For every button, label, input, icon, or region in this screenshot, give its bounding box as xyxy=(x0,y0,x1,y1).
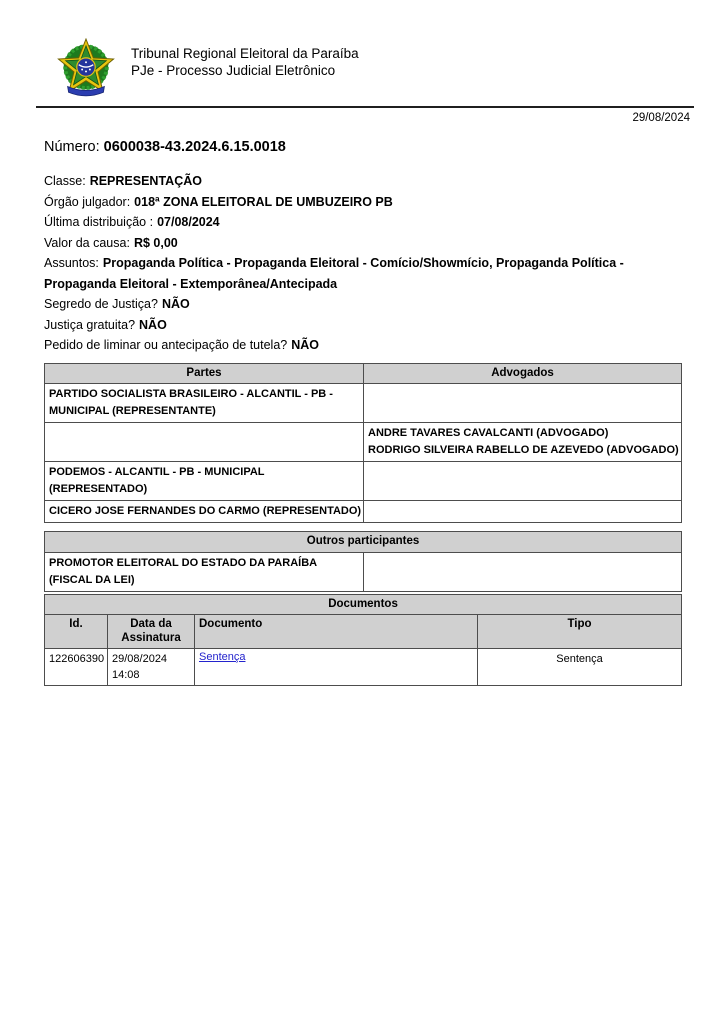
info-pedido-liminar: Pedido de liminar ou antecipação de tutela? NÃO xyxy=(44,338,320,352)
table-row xyxy=(45,501,682,523)
parte-cell: CICERO JOSE FERNANDES DO CARMO (REPRESENTADO) xyxy=(45,501,364,523)
table-header-row xyxy=(45,532,682,553)
advogados-cell xyxy=(364,384,682,423)
id-column-header: Id. xyxy=(45,615,108,649)
table-columns-row xyxy=(45,615,682,649)
advogados-cell xyxy=(364,462,682,501)
info-orgao-julgador: Órgão julgador: 018ª ZONA ELEITORAL DE UMBUZEIRO PB xyxy=(44,194,393,209)
case-number-line xyxy=(44,138,724,156)
table-row xyxy=(45,462,682,501)
info-valor-causa: Valor da causa: R$ 0,00 xyxy=(44,235,178,250)
brazil-coat-of-arms-icon xyxy=(55,38,117,102)
outros-participantes-table xyxy=(44,531,682,592)
data-assinatura-cell: 29/08/2024 14:08 xyxy=(108,649,195,686)
documento-id-cell: 122606390 xyxy=(45,649,108,686)
page-header xyxy=(0,0,724,102)
table-header-row xyxy=(45,363,682,384)
org-name-line1: Tribunal Regional Eleitoral da Paraíba xyxy=(131,46,359,61)
org-title-block xyxy=(117,38,359,79)
documento-column-header: Documento xyxy=(195,615,478,649)
case-number-value: 0600038-43.2024.6.15.0018 xyxy=(103,139,286,155)
outros-participantes-header: Outros participantes xyxy=(45,532,682,553)
partes-advogados-table xyxy=(44,363,682,524)
info-segredo-justica: Segredo de Justiça? NÃO xyxy=(44,297,190,311)
participante-cell: PROMOTOR ELEITORAL DO ESTADO DA PARAÍBA (FISCAL DA LEI) xyxy=(45,552,364,591)
tipo-column-header: Tipo xyxy=(478,615,682,649)
header-divider xyxy=(36,106,694,108)
info-justica-gratuita: Justiça gratuita? NÃO xyxy=(44,317,167,332)
parte-cell: PODEMOS - ALCANTIL - PB - MUNICIPAL (REPRESENTADO) xyxy=(45,462,364,501)
advogados-cell xyxy=(364,501,682,523)
documento-cell xyxy=(195,649,478,686)
table-row xyxy=(45,649,682,686)
info-assuntos: Assuntos: Propaganda Política - Propaganda Eleitoral - Comício/Showmício, Propaganda Política - Propaganda Eleitoral - Extemporânea/Antecipada xyxy=(44,256,624,291)
advogados-cell: ANDRE TAVARES CAVALCANTI (ADVOGADO) RODRIGO SILVEIRA RABELLO DE AZEVEDO (ADVOGADO) xyxy=(364,423,682,462)
partes-column-header: Partes xyxy=(45,363,364,384)
documentos-table xyxy=(44,594,682,687)
data-assinatura-column-header: Data da Assinatura xyxy=(108,615,195,649)
table-row xyxy=(45,552,682,591)
documentos-title-header: Documentos xyxy=(45,594,682,615)
table-row xyxy=(45,384,682,423)
document-date: 29/08/2024 xyxy=(632,112,690,124)
table-header-row xyxy=(45,594,682,615)
parte-cell: PARTIDO SOCIALISTA BRASILEIRO - ALCANTIL - PB - MUNICIPAL (REPRESENTANTE) xyxy=(45,384,364,423)
info-ultima-distribuicao: Última distribuição : 07/08/2024 xyxy=(44,215,220,229)
advogados-cell xyxy=(364,552,682,591)
table-row xyxy=(45,423,682,462)
parte-cell xyxy=(45,423,364,462)
sentenca-document-link[interactable]: Sentença xyxy=(199,651,246,663)
case-number-label: Número: xyxy=(44,139,100,155)
advogados-column-header: Advogados xyxy=(364,363,682,384)
case-info-block xyxy=(44,171,684,356)
tipo-cell: Sentença xyxy=(478,649,682,686)
org-name-line2: PJe - Processo Judicial Eletrônico xyxy=(131,63,336,78)
info-classe: Classe: REPRESENTAÇÃO xyxy=(44,174,202,188)
